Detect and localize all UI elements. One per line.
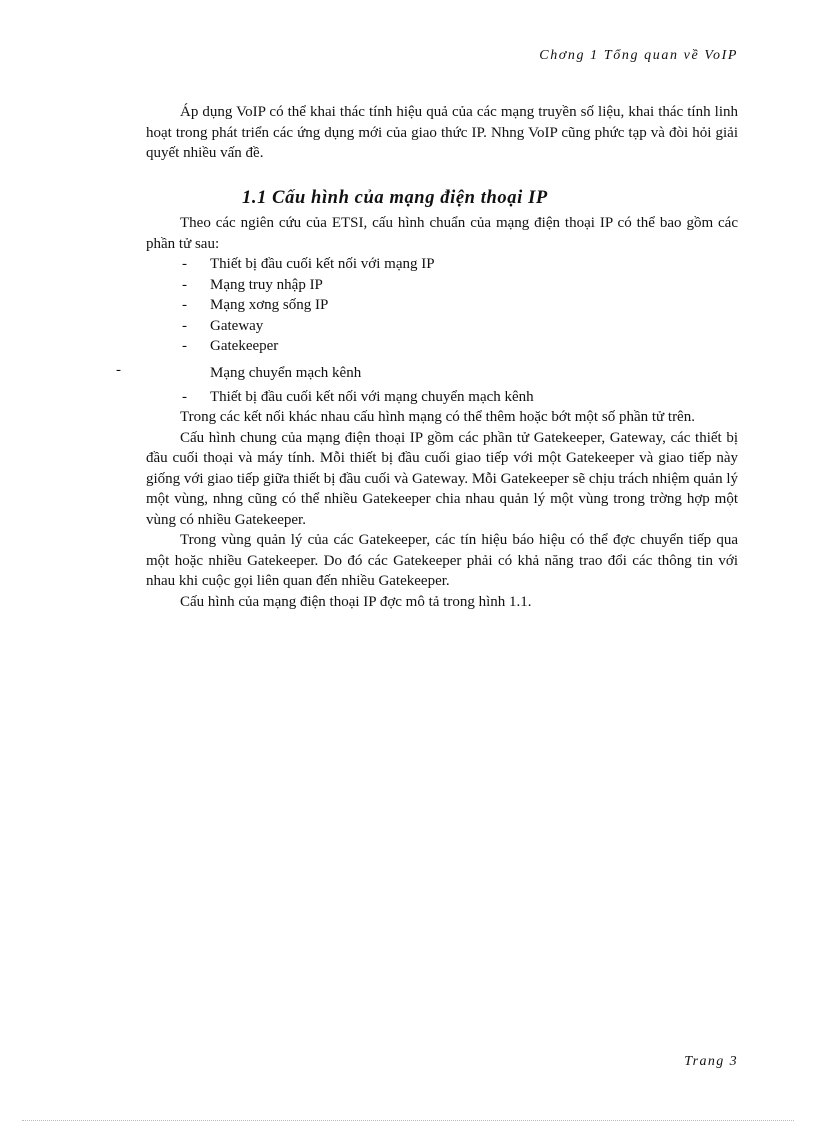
intro-paragraph: Áp dụng VoIP có thể khai thác tính hiệu quả của các mạng truyền số liệu, khai thác tính linh hoạt trong phát triển các ứng dụng mới của giao thức IP. Nhng VoIP cũng phức tạp và đòi hỏi giải quyết nhiều vấn đề. <box>146 104 738 161</box>
list-item-text: Mạng xơng sống IP <box>210 297 329 313</box>
list-item-text: Gateway <box>210 317 264 334</box>
list-item-text: Mạng truy nhập IP <box>210 276 323 293</box>
list-item <box>146 275 738 296</box>
list-marker: - <box>182 276 187 293</box>
list-marker: - <box>182 256 187 272</box>
list-item-text: Thiết bị đầu cuối kết nối với mạng chuyển mạch kênh <box>210 388 534 405</box>
stray-list-marker: - <box>116 362 121 378</box>
body-paragraph: Trong các kết nối khác nhau cấu hình mạng có thể thêm hoặc bớt một số phần tử trên. <box>180 409 695 425</box>
section-heading: 1.1 Cấu hình của mạng điện thoại IP <box>242 188 548 208</box>
list-marker: - <box>182 317 187 334</box>
running-header: Chơng 1 Tổng quan về VoIP <box>539 48 738 63</box>
list-item <box>146 316 738 337</box>
list-marker: - <box>182 297 187 313</box>
page-number: Trang 3 <box>684 1054 738 1069</box>
component-list <box>146 254 738 407</box>
intro-block <box>146 102 738 164</box>
list-item <box>146 387 738 408</box>
list-item-text: Gatekeeper <box>210 338 279 354</box>
list-marker: - <box>182 338 187 354</box>
list-item-text: Thiết bị đầu cuối kết nối với mạng IP <box>210 256 435 272</box>
list-item <box>146 295 738 316</box>
list-item <box>146 357 738 387</box>
body-paragraph: Cấu hình của mạng điện thoại IP đợc mô tả trong hình 1.1. <box>180 593 532 610</box>
body-paragraph: Cấu hình chung của mạng điện thoại IP gồm các phần tử Gatekeeper, Gateway, các thiết bị đầu cuối thoại và máy tính. Mỗi thiết bị đầu cuối giao tiếp với một Gatekeeper và giao tiếp này giống với giao tiếp giữa thiết bị đầu cuối và Gateway. Mỗi Gatekeeper sẽ chịu trách nhiệm quản lý một vùng, nhng cũng có thể nhiều Gatekeeper chia nhau quản lý một vùng trong trờng hợp một vùng có nhiều Gatekeeper. <box>146 429 738 528</box>
section-body <box>146 213 738 612</box>
list-item <box>146 254 738 275</box>
list-item <box>146 336 738 357</box>
page-edge-divider <box>22 1120 794 1121</box>
section-lead-paragraph: Theo các ngiên cứu của ETSI, cấu hình chuẩn của mạng điện thoại IP có thể bao gồm các phần tử sau: <box>146 215 738 252</box>
list-marker: - <box>182 388 187 405</box>
body-paragraph: Trong vùng quản lý của các Gatekeeper, các tín hiệu báo hiệu có thể đợc chuyển tiếp qua một hoặc nhiều Gatekeeper. Do đó các Gatekeeper phải có khả năng trao đổi các thông tin với nhau khi cuộc gọi liên quan đến nhiều Gatekeeper. <box>146 532 738 589</box>
list-item-text: Mạng chuyển mạch kênh <box>210 364 362 381</box>
